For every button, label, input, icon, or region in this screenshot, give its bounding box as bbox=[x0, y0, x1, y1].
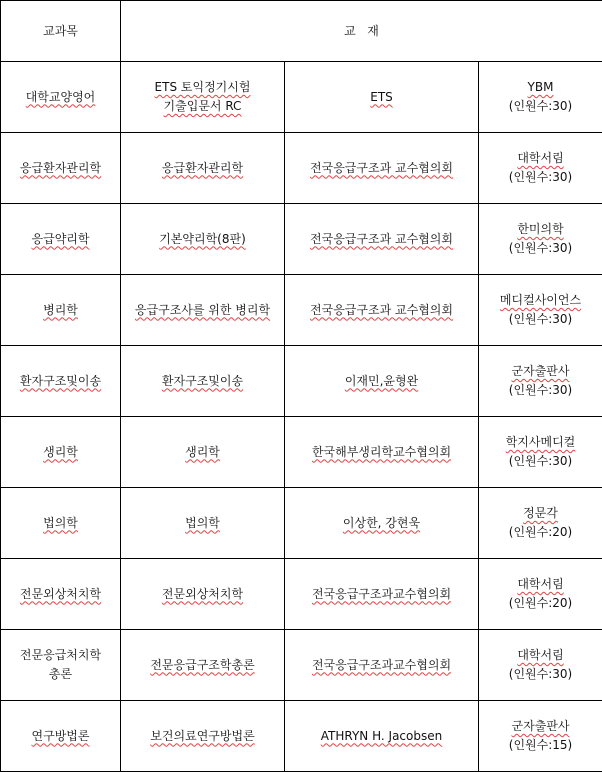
publisher-cell bbox=[479, 62, 602, 133]
table-row bbox=[1, 62, 602, 133]
publisher-cell-text: (인원수:30) bbox=[483, 381, 598, 400]
subject-cell-text: 총론 bbox=[5, 665, 116, 684]
textbook-title-cell-text: 전문응급구조학총론 bbox=[125, 656, 280, 675]
textbook-title-cell bbox=[121, 62, 285, 133]
table-row bbox=[1, 133, 602, 204]
textbook-title-cell-text: 전문외상처치학 bbox=[125, 585, 280, 604]
publisher-cell bbox=[479, 630, 602, 701]
author-cell bbox=[285, 346, 479, 417]
publisher-cell-text: (인원수:30) bbox=[483, 452, 598, 471]
textbook-title-cell-text: ETS 토익정기시험 bbox=[125, 78, 280, 97]
subject-cell bbox=[1, 488, 121, 559]
author-cell-text: 이상한, 강현욱 bbox=[289, 514, 474, 533]
author-cell-text: 이재민,윤형완 bbox=[289, 372, 474, 391]
publisher-cell-text: (인원수:15) bbox=[483, 736, 598, 755]
subject-cell bbox=[1, 62, 121, 133]
author-cell-text: 한국해부생리학교수협의회 bbox=[289, 443, 474, 462]
publisher-cell-text: (인원수:30) bbox=[483, 168, 598, 187]
author-cell bbox=[285, 275, 479, 346]
publisher-cell bbox=[479, 346, 602, 417]
table-row bbox=[1, 346, 602, 417]
author-cell-text: 전국응급구조과교수협의회 bbox=[289, 656, 474, 675]
publisher-cell bbox=[479, 488, 602, 559]
subject-cell bbox=[1, 133, 121, 204]
table-row bbox=[1, 559, 602, 630]
textbook-title-cell bbox=[121, 488, 285, 559]
publisher-cell-text: (인원수:20) bbox=[483, 594, 598, 613]
table-row bbox=[1, 204, 602, 275]
subject-cell bbox=[1, 275, 121, 346]
subject-cell-text: 법의학 bbox=[5, 514, 116, 533]
author-cell bbox=[285, 417, 479, 488]
publisher-cell bbox=[479, 275, 602, 346]
textbook-title-cell bbox=[121, 204, 285, 275]
textbook-title-cell-text: 기본약리학(8판) bbox=[125, 230, 280, 249]
publisher-cell-text: (인원수:20) bbox=[483, 523, 598, 542]
author-cell bbox=[285, 488, 479, 559]
textbook-title-cell-text: 환자구조및이송 bbox=[125, 372, 280, 391]
publisher-cell-text: 메디컬사이언스 bbox=[483, 291, 598, 310]
subject-cell-text: 전문외상처치학 bbox=[5, 585, 116, 604]
textbook-title-cell bbox=[121, 417, 285, 488]
subject-cell bbox=[1, 417, 121, 488]
publisher-cell-text: 대학서림 bbox=[483, 149, 598, 168]
publisher-cell-text: (인원수:30) bbox=[483, 97, 598, 116]
publisher-cell bbox=[479, 559, 602, 630]
publisher-cell-text: YBM bbox=[483, 78, 598, 97]
table-row bbox=[1, 488, 602, 559]
subject-cell-text: 전문응급처치학 bbox=[5, 646, 116, 665]
header-textbook: 교 재 bbox=[121, 1, 602, 62]
publisher-cell bbox=[479, 133, 602, 204]
textbook-title-cell bbox=[121, 275, 285, 346]
subject-cell-text: 응급환자관리학 bbox=[5, 159, 116, 178]
author-cell-text: 전국응급구조과 교수협의회 bbox=[289, 301, 474, 320]
author-cell bbox=[285, 62, 479, 133]
subject-cell-text: 응급약리학 bbox=[5, 230, 116, 249]
publisher-cell-text: (인원수:30) bbox=[483, 310, 598, 329]
header-row bbox=[1, 1, 602, 62]
publisher-cell-text: 한미의학 bbox=[483, 220, 598, 239]
publisher-cell bbox=[479, 204, 602, 275]
textbook-title-cell bbox=[121, 133, 285, 204]
author-cell-text: 전국응급구조과교수협의회 bbox=[289, 585, 474, 604]
table-row bbox=[1, 417, 602, 488]
textbook-title-cell-text: 기출입문서 RC bbox=[125, 97, 280, 116]
author-cell-text: ATHRYN H. Jacobsen bbox=[289, 727, 474, 746]
publisher-cell-text: 군자출판사 bbox=[483, 362, 598, 381]
textbook-title-cell-text: 응급구조사를 위한 병리학 bbox=[125, 301, 280, 320]
publisher-cell-text: 군자출판사 bbox=[483, 717, 598, 736]
subject-cell-text: 연구방법론 bbox=[5, 727, 116, 746]
table-row bbox=[1, 275, 602, 346]
textbook-title-cell bbox=[121, 559, 285, 630]
table-row bbox=[1, 630, 602, 701]
header-subject: 교과목 bbox=[1, 1, 121, 62]
subject-cell bbox=[1, 346, 121, 417]
author-cell-text: 전국응급구조과 교수협의회 bbox=[289, 159, 474, 178]
subject-cell-text: 환자구조및이송 bbox=[5, 372, 116, 391]
publisher-cell bbox=[479, 417, 602, 488]
subject-cell bbox=[1, 559, 121, 630]
author-cell-text: 전국응급구조과 교수협의회 bbox=[289, 230, 474, 249]
publisher-cell-text: (인원수:30) bbox=[483, 239, 598, 258]
subject-cell-text: 대학교양영어 bbox=[5, 88, 116, 107]
publisher-cell-text: 학지사메디컬 bbox=[483, 433, 598, 452]
publisher-cell-text: 대학서림 bbox=[483, 646, 598, 665]
textbook-title-cell-text: 보건의료연구방법론 bbox=[125, 727, 280, 746]
author-cell bbox=[285, 204, 479, 275]
subject-cell bbox=[1, 630, 121, 701]
author-cell bbox=[285, 133, 479, 204]
author-cell-text: ETS bbox=[289, 88, 474, 107]
subject-cell-text: 생리학 bbox=[5, 443, 116, 462]
publisher-cell-text: 정문각 bbox=[483, 504, 598, 523]
textbook-title-cell-text: 생리학 bbox=[125, 443, 280, 462]
textbook-title-cell bbox=[121, 346, 285, 417]
textbook-title-cell-text: 법의학 bbox=[125, 514, 280, 533]
subject-cell bbox=[1, 204, 121, 275]
publisher-cell-text: 대학서림 bbox=[483, 575, 598, 594]
author-cell bbox=[285, 559, 479, 630]
subject-cell-text: 병리학 bbox=[5, 301, 116, 320]
textbook-title-cell bbox=[121, 630, 285, 701]
textbook-title-cell-text: 응급환자관리학 bbox=[125, 159, 280, 178]
author-cell bbox=[285, 630, 479, 701]
publisher-cell-text: (인원수:30) bbox=[483, 665, 598, 684]
